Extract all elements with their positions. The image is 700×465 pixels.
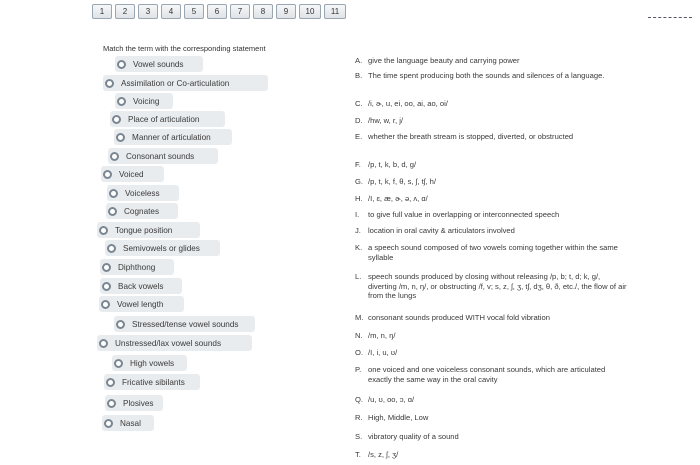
page-5-button[interactable]: 5 [184, 4, 204, 19]
page-10-button[interactable]: 10 [299, 4, 321, 19]
radio-icon[interactable] [108, 207, 117, 216]
option-item [355, 226, 630, 236]
option-text: /p, t, k, f, θ, s, ʃ, tʃ, h/ [368, 177, 436, 186]
radio-icon[interactable] [107, 399, 116, 408]
term-label: Diphthong [118, 262, 156, 272]
term-label: Cognates [124, 206, 160, 216]
option-text: give the language beauty and carrying power [368, 56, 520, 65]
option-letter: S. [355, 432, 363, 441]
option-letter: G. [355, 177, 364, 186]
page-8-button[interactable]: 8 [253, 4, 273, 19]
option-item [355, 71, 630, 81]
option-item [355, 348, 630, 358]
term-label: Nasal [120, 418, 141, 428]
option-letter: A. [355, 56, 363, 65]
term-row[interactable] [97, 335, 252, 351]
option-text: /m, n, ŋ/ [368, 331, 396, 340]
term-row[interactable] [99, 296, 184, 312]
radio-icon[interactable] [104, 419, 113, 428]
term-label: Vowel sounds [133, 59, 184, 69]
term-label: Consonant sounds [126, 151, 195, 161]
option-letter: D. [355, 116, 363, 125]
pager-buttons [92, 4, 346, 19]
radio-icon[interactable] [105, 79, 114, 88]
option-letter: R. [355, 413, 363, 422]
radio-icon[interactable] [99, 339, 108, 348]
page-11-button[interactable]: 11 [324, 4, 346, 19]
term-row[interactable] [100, 259, 174, 275]
option-item [355, 272, 630, 301]
radio-icon[interactable] [106, 378, 115, 387]
term-row[interactable] [106, 203, 178, 219]
page-6-button[interactable]: 6 [207, 4, 227, 19]
option-letter: F. [355, 160, 361, 169]
option-text: one voiced and one voiceless consonant sounds, which are articulated exactly the same way in the oral cavity [368, 365, 606, 384]
option-text: High, Middle, Low [368, 413, 429, 422]
option-letter: B. [355, 71, 363, 80]
radio-icon[interactable] [101, 300, 110, 309]
option-item [355, 432, 630, 442]
option-letter: I. [355, 210, 360, 219]
term-label: Voiceless [125, 188, 160, 198]
option-letter: L. [355, 272, 362, 281]
option-item [355, 160, 630, 170]
option-text: a speech sound composed of two vowels coming together within the same syllable [368, 243, 618, 262]
radio-icon[interactable] [110, 152, 119, 161]
option-item [355, 56, 630, 66]
term-label: Assimilation or Co-articulation [121, 78, 230, 88]
term-row[interactable] [105, 395, 163, 411]
term-label: Semivowels or glides [123, 243, 200, 253]
option-letter: Q. [355, 395, 364, 404]
term-row[interactable] [112, 355, 187, 371]
option-item [355, 313, 630, 323]
term-row[interactable] [102, 415, 154, 431]
option-text: speech sounds produced by closing without releasing /p, b; t, d; k, g/, diverting /m, n, ŋ/, or obstructing /f, v; s, z, ʃ, ʒ, tʃ, dʒ, θ, ð, etc./, the flow of air from the lungs [368, 272, 627, 301]
option-letter: K. [355, 243, 363, 252]
page-9-button[interactable]: 9 [276, 4, 296, 19]
term-label: Fricative sibilants [122, 377, 185, 387]
page-4-button[interactable]: 4 [161, 4, 181, 19]
term-row[interactable] [110, 111, 225, 127]
term-label: Vowel length [117, 299, 164, 309]
radio-icon[interactable] [109, 189, 118, 198]
option-text: location in oral cavity & articulators involved [368, 226, 515, 235]
page-1-button[interactable]: 1 [92, 4, 112, 19]
radio-icon[interactable] [117, 60, 126, 69]
option-letter: P. [355, 365, 362, 374]
option-letter: E. [355, 132, 363, 141]
question-instruction: Match the term with the corresponding statement [103, 44, 266, 53]
term-row[interactable] [105, 240, 220, 256]
term-row[interactable] [114, 316, 255, 332]
option-text: consonant sounds produced WITH vocal fold vibration [368, 313, 550, 322]
option-item [355, 450, 630, 460]
option-text: /hw, w, r, j/ [368, 116, 404, 125]
option-letter: O. [355, 348, 364, 357]
term-row[interactable] [108, 148, 218, 164]
option-letter: C. [355, 99, 363, 108]
option-letter: H. [355, 194, 363, 203]
option-text: /u, ʊ, oo, ɔ, ɑ/ [368, 395, 415, 404]
progress-indicator [648, 17, 692, 18]
page-3-button[interactable]: 3 [138, 4, 158, 19]
term-row[interactable] [107, 185, 179, 201]
radio-icon[interactable] [102, 263, 111, 272]
page-2-button[interactable]: 2 [115, 4, 135, 19]
option-text: to give full value in overlapping or interconnected speech [368, 210, 560, 219]
option-item [355, 194, 630, 204]
term-row[interactable] [115, 56, 203, 72]
term-label: Plosives [123, 398, 154, 408]
option-letter: M. [355, 313, 364, 322]
radio-icon[interactable] [107, 244, 116, 253]
term-row[interactable] [114, 129, 232, 145]
term-row[interactable] [103, 75, 268, 91]
term-row[interactable] [101, 166, 164, 182]
radio-icon[interactable] [102, 282, 111, 291]
option-text: The time spent producing both the sounds and silences of a language. [368, 71, 605, 80]
radio-icon[interactable] [116, 133, 125, 142]
option-text: /i, ɚ, u, ei, oo, ai, ao, oi/ [368, 99, 448, 108]
option-item [355, 413, 630, 423]
option-letter: J. [355, 226, 361, 235]
option-text: whether the breath stream is stopped, diverted, or obstructed [368, 132, 574, 141]
option-item [355, 243, 630, 262]
option-letter: T. [355, 450, 361, 459]
term-label: Voiced [119, 169, 144, 179]
term-label: Manner of articulation [132, 132, 211, 142]
option-text: /I, ɛ, æ, ɚ, ə, ʌ, ɑ/ [368, 194, 428, 203]
term-row[interactable] [97, 222, 200, 238]
term-row[interactable] [104, 374, 200, 390]
option-text: /I, i, u, ʊ/ [368, 348, 398, 357]
option-item [355, 331, 630, 341]
option-text: /s, z, ʃ, ʒ/ [368, 450, 399, 459]
page-7-button[interactable]: 7 [230, 4, 250, 19]
term-label: Back vowels [118, 281, 164, 291]
radio-icon[interactable] [103, 170, 112, 179]
option-item [355, 99, 630, 109]
radio-icon[interactable] [117, 97, 126, 106]
radio-icon[interactable] [114, 359, 123, 368]
option-item [355, 210, 630, 220]
option-item [355, 395, 630, 405]
term-label: Stressed/tense vowel sounds [132, 319, 239, 329]
term-label: Place of articulation [128, 114, 200, 124]
radio-icon[interactable] [112, 115, 121, 124]
option-text: /p, t, k, b, d, g/ [368, 160, 417, 169]
option-item [355, 132, 630, 142]
option-item [355, 365, 630, 384]
term-label: High vowels [130, 358, 175, 368]
option-text: vibratory quality of a sound [368, 432, 459, 441]
term-row[interactable] [100, 278, 182, 294]
radio-icon[interactable] [99, 226, 108, 235]
term-row[interactable] [115, 93, 173, 109]
option-letter: N. [355, 331, 363, 340]
radio-icon[interactable] [116, 320, 125, 329]
term-label: Voicing [133, 96, 160, 106]
option-item [355, 177, 630, 187]
option-item [355, 116, 630, 126]
term-label: Tongue position [115, 225, 173, 235]
term-label: Unstressed/lax vowel sounds [115, 338, 222, 348]
